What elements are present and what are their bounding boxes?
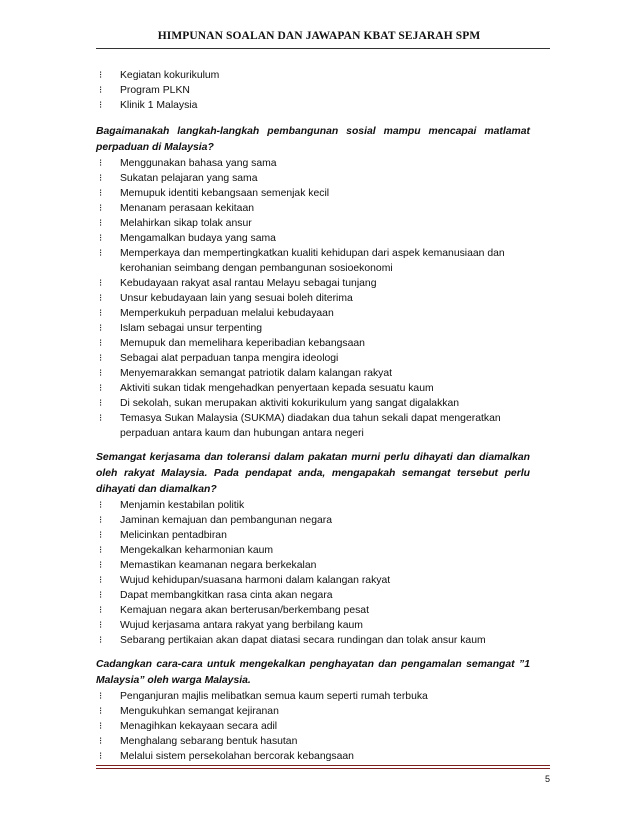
bullet-icon: ⁝ xyxy=(99,293,103,304)
bullet-icon: ⁝ xyxy=(99,353,103,364)
bullet-icon: ⁝ xyxy=(99,560,103,571)
bullet-icon: ⁝ xyxy=(99,515,103,526)
document-body xyxy=(96,68,530,764)
list-item: ⁝ Mengukuhkan semangat kejiranan xyxy=(99,706,279,717)
bullet-icon: ⁝ xyxy=(99,338,103,349)
intro-list xyxy=(96,68,530,113)
bullet-icon: ⁝ xyxy=(99,413,103,424)
list-item: ⁝ Sebarang pertikaian akan dapat diatasi secara rundingan dan tolak ansur kaum xyxy=(99,635,486,646)
list-item: ⁝ Menggunakan bahasa yang sama xyxy=(99,158,277,169)
bullet-icon: ⁝ xyxy=(99,605,103,616)
list-item: ⁝ Mengekalkan keharmonian kaum xyxy=(99,545,274,556)
list-item: ⁝ Program PLKN xyxy=(99,85,190,96)
list-item: ⁝ Memupuk identiti kebangsaan semenjak kecil xyxy=(99,188,330,199)
answer-list-3 xyxy=(96,689,530,764)
list-item: ⁝ Dapat membangkitkan rasa cinta akan negara xyxy=(99,590,333,601)
header-divider xyxy=(96,48,550,49)
bullet-icon: ⁝ xyxy=(99,203,103,214)
list-item: ⁝ Sebagai alat perpaduan tanpa mengira ideologi xyxy=(99,353,339,364)
list-item: ⁝ Menyemarakkan semangat patriotik dalam kalangan rakyat xyxy=(99,368,393,379)
list-item: ⁝ Menjamin kestabilan politik xyxy=(99,500,245,511)
list-item: ⁝ Penganjuran majlis melibatkan semua kaum seperti rumah terbuka xyxy=(99,691,428,702)
bullet-icon: ⁝ xyxy=(99,188,103,199)
footer-line-thin xyxy=(96,768,550,769)
answer-list-1 xyxy=(96,156,530,441)
bullet-icon: ⁝ xyxy=(99,100,103,111)
list-item: ⁝ Menghalang sebarang bentuk hasutan xyxy=(99,736,298,747)
page-number: 5 xyxy=(544,774,550,784)
list-item: ⁝ Wujud kerjasama antara rakyat yang berbilang kaum xyxy=(99,620,363,631)
bullet-icon: ⁝ xyxy=(99,248,103,259)
list-item: ⁝ Wujud kehidupan/suasana harmoni dalam kalangan rakyat xyxy=(99,575,391,586)
bullet-icon: ⁝ xyxy=(99,323,103,334)
bullet-icon: ⁝ xyxy=(99,500,103,511)
bullet-icon: ⁝ xyxy=(99,620,103,631)
bullet-icon: ⁝ xyxy=(99,575,103,586)
bullet-icon: ⁝ xyxy=(99,368,103,379)
bullet-icon: ⁝ xyxy=(99,590,103,601)
list-item: ⁝ Melahirkan sikap tolak ansur xyxy=(99,218,252,229)
list-item: ⁝ Memastikan keamanan negara berkekalan xyxy=(99,560,317,571)
bullet-icon: ⁝ xyxy=(99,706,103,717)
list-item: ⁝ Mengamalkan budaya yang sama xyxy=(99,233,276,244)
question-3: Cadangkan cara-cara untuk mengekalkan penghayatan dan pengamalan semangat ”1 Malaysia” oleh warga Malaysia. xyxy=(96,659,530,686)
bullet-icon: ⁝ xyxy=(99,218,103,229)
list-item: ⁝ Melalui sistem persekolahan bercorak kebangsaan xyxy=(99,751,354,762)
bullet-icon: ⁝ xyxy=(99,233,103,244)
list-item: ⁝ Melicinkan pentadbiran xyxy=(99,530,227,541)
list-item: ⁝ Menanam perasaan kekitaan xyxy=(99,203,255,214)
list-item: ⁝ Memperkukuh perpaduan melalui kebudayaan xyxy=(99,308,334,319)
bullet-icon: ⁝ xyxy=(99,635,103,646)
list-item: ⁝ Memperkaya dan mempertingkatkan kualiti kehidupan dari aspek kemanusiaan dan kerohanian seimbang dengan pembangunan sosioekonomi xyxy=(99,248,505,274)
list-item: ⁝ Memupuk dan memelihara keperibadian kebangsaan xyxy=(99,338,365,349)
bullet-icon: ⁝ xyxy=(99,545,103,556)
bullet-icon: ⁝ xyxy=(99,383,103,394)
bullet-icon: ⁝ xyxy=(99,158,103,169)
footer-rule xyxy=(96,765,550,769)
bullet-icon: ⁝ xyxy=(99,308,103,319)
list-item: ⁝ Menagihkan kekayaan secara adil xyxy=(99,721,278,732)
bullet-icon: ⁝ xyxy=(99,691,103,702)
list-item: ⁝ Sukatan pelajaran yang sama xyxy=(99,173,258,184)
question-2: Semangat kerjasama dan toleransi dalam pakatan murni perlu dihayati dan diamalkan oleh rakyat Malaysia. Pada pendapat anda, mengapakah semangat tersebut perlu dihayati dan diamalkan? xyxy=(96,452,530,495)
bullet-icon: ⁝ xyxy=(99,173,103,184)
list-item: ⁝ Kegiatan kokurikulum xyxy=(99,70,220,81)
bullet-icon: ⁝ xyxy=(99,70,103,81)
bullet-icon: ⁝ xyxy=(99,85,103,96)
list-item: ⁝ Kemajuan negara akan berterusan/berkembang pesat xyxy=(99,605,369,616)
bullet-icon: ⁝ xyxy=(99,721,103,732)
list-item: ⁝ Islam sebagai unsur terpenting xyxy=(99,323,263,334)
answer-list-2 xyxy=(96,498,530,648)
bullet-icon: ⁝ xyxy=(99,398,103,409)
list-item: ⁝ Di sekolah, sukan merupakan aktiviti kokurikulum yang sangat digalakkan xyxy=(99,398,460,409)
question-1: Bagaimanakah langkah-langkah pembangunan sosial mampu mencapai matlamat perpaduan di Malaysia? xyxy=(96,126,530,153)
list-item: ⁝ Klinik 1 Malaysia xyxy=(99,100,198,111)
list-item: ⁝ Aktiviti sukan tidak mengehadkan penyertaan kepada sesuatu kaum xyxy=(99,383,434,394)
footer-line-thick xyxy=(96,765,550,766)
bullet-icon: ⁝ xyxy=(99,751,103,762)
bullet-icon: ⁝ xyxy=(99,736,103,747)
list-item: ⁝ Jaminan kemajuan dan pembangunan negara xyxy=(99,515,333,526)
bullet-icon: ⁝ xyxy=(99,530,103,541)
list-item: ⁝ Unsur kebudayaan lain yang sesuai boleh diterima xyxy=(99,293,353,304)
list-item: ⁝ Temasya Sukan Malaysia (SUKMA) diadakan dua tahun sekali dapat mengeratkan perpaduan antara kaum dan hubungan antara negeri xyxy=(99,413,501,439)
page-header: HIMPUNAN SOALAN DAN JAWAPAN KBAT SEJARAH SPM xyxy=(157,30,481,42)
bullet-icon: ⁝ xyxy=(99,278,103,289)
list-item: ⁝ Kebudayaan rakyat asal rantau Melayu sebagai tunjang xyxy=(99,278,377,289)
